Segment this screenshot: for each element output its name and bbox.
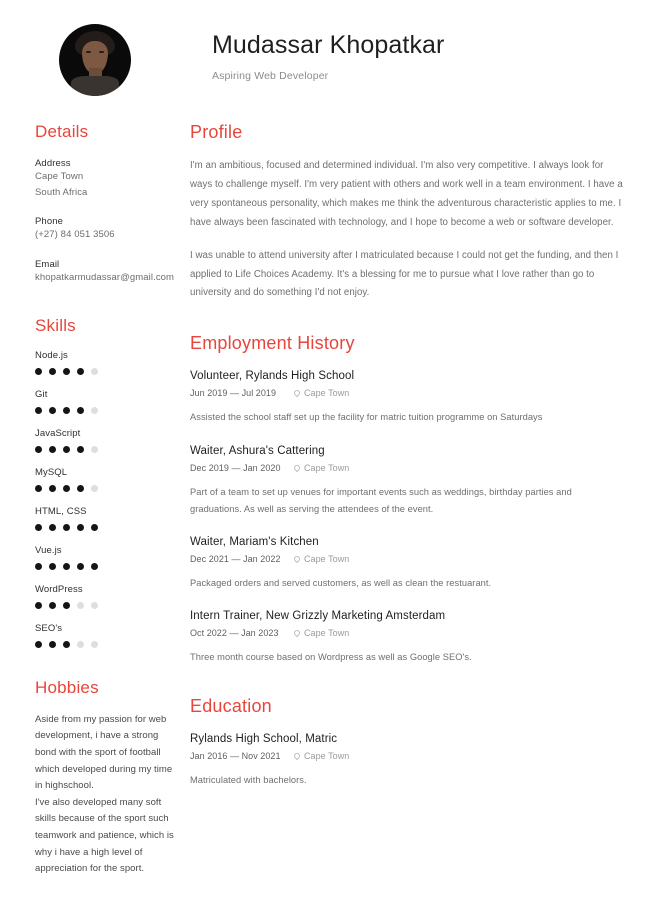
hobbies-heading: Hobbies bbox=[35, 677, 99, 697]
skill-name: Git bbox=[35, 388, 48, 400]
entry-dates: Oct 2022 — Jan 2023 bbox=[190, 628, 279, 639]
skill-rating-dot bbox=[77, 407, 84, 414]
skill-rating bbox=[35, 563, 178, 570]
avatar bbox=[59, 24, 131, 96]
skill-rating-dot bbox=[35, 602, 42, 609]
skill-rating-dot bbox=[35, 407, 42, 414]
skill-rating-dot bbox=[63, 407, 70, 414]
skill-rating-dot bbox=[91, 446, 98, 453]
skill-name: MySQL bbox=[35, 466, 68, 478]
skill-rating-dot bbox=[77, 641, 84, 648]
main-column bbox=[190, 122, 650, 789]
detail-block bbox=[35, 216, 178, 243]
entry-title: Waiter, Mariam's Kitchen bbox=[190, 535, 319, 548]
entry-location-label: Cape Town bbox=[304, 628, 350, 639]
entry-meta bbox=[190, 463, 626, 473]
skill-rating-dot bbox=[63, 524, 70, 531]
skill-name: Vue.js bbox=[35, 544, 62, 556]
skill-rating bbox=[35, 641, 178, 648]
skill-rating bbox=[35, 485, 178, 492]
education-section bbox=[190, 696, 626, 789]
sidebar bbox=[0, 122, 190, 878]
skill-rating-dot bbox=[35, 485, 42, 492]
location-pin-icon bbox=[293, 752, 301, 760]
skill-rating-dot bbox=[77, 485, 84, 492]
skill-rating bbox=[35, 368, 178, 375]
entry-location-label: Cape Town bbox=[304, 751, 350, 762]
avatar-body bbox=[71, 76, 119, 96]
skill-name: Node.js bbox=[35, 349, 68, 361]
skill-rating-dot bbox=[49, 368, 56, 375]
entry-location bbox=[294, 554, 349, 564]
entry-description: Assisted the school staff set up the facility for matric tuition programme on Saturdays bbox=[190, 412, 543, 423]
skill-rating-dot bbox=[35, 641, 42, 648]
education-heading: Education bbox=[190, 696, 272, 717]
skill-name: HTML, CSS bbox=[35, 505, 87, 517]
skill-rating-dot bbox=[91, 563, 98, 570]
entry-title: Waiter, Ashura's Cattering bbox=[190, 444, 325, 457]
skill-rating bbox=[35, 407, 178, 414]
location-pin-icon bbox=[293, 629, 301, 637]
skill-rating-dot bbox=[77, 602, 84, 609]
entry-location-label: Cape Town bbox=[304, 388, 350, 399]
resume-header bbox=[0, 0, 650, 96]
entry-meta bbox=[190, 751, 626, 761]
skill-rating-dot bbox=[49, 602, 56, 609]
profile-heading: Profile bbox=[190, 122, 243, 142]
skill-rating-dot bbox=[63, 641, 70, 648]
skill-item bbox=[35, 584, 178, 609]
skill-rating-dot bbox=[77, 446, 84, 453]
skill-rating-dot bbox=[49, 407, 56, 414]
job-title: Aspiring Web Developer bbox=[212, 69, 329, 82]
location-pin-icon bbox=[293, 389, 301, 397]
skill-rating-dot bbox=[77, 524, 84, 531]
skills-list bbox=[35, 350, 178, 648]
details-list bbox=[35, 158, 178, 286]
detail-block bbox=[35, 158, 178, 200]
location-pin-icon bbox=[293, 555, 301, 563]
entry-dates: Dec 2021 — Jan 2022 bbox=[190, 553, 281, 564]
skill-rating-dot bbox=[77, 368, 84, 375]
profile-section bbox=[190, 122, 626, 303]
skill-rating-dot bbox=[63, 563, 70, 570]
skill-item bbox=[35, 389, 178, 414]
entry-location-label: Cape Town bbox=[304, 553, 350, 564]
avatar-container bbox=[0, 22, 190, 96]
hobbies-text: Aside from my passion for web development, i have a strong bond with the sport of football which developed during my time in highschool. I've also developed many soft skills because of the sport such teamwork and patience, which is why i have a high level of appreciation for the sport. bbox=[35, 713, 174, 875]
entry-dates: Jan 2016 — Nov 2021 bbox=[190, 751, 281, 762]
entry-location bbox=[294, 628, 349, 638]
skill-rating-dot bbox=[63, 602, 70, 609]
skill-rating-dot bbox=[77, 563, 84, 570]
skill-rating bbox=[35, 602, 178, 609]
entry-dates: Dec 2019 — Jan 2020 bbox=[190, 462, 281, 473]
entry-dates: Jun 2019 — Jul 2019 bbox=[190, 388, 277, 399]
location-pin-icon bbox=[293, 463, 301, 471]
entry-location-label: Cape Town bbox=[304, 462, 350, 473]
entry-meta bbox=[190, 628, 626, 638]
detail-block bbox=[35, 259, 178, 286]
entry-meta bbox=[190, 554, 626, 564]
detail-value: Cape Town bbox=[35, 171, 84, 182]
skill-rating-dot bbox=[91, 641, 98, 648]
detail-label: Phone bbox=[35, 216, 63, 228]
employment-heading: Employment History bbox=[190, 333, 355, 354]
entry-description: Three month course based on Wordpress as well as Google SEO's. bbox=[190, 652, 472, 663]
entry-location bbox=[294, 463, 349, 473]
skill-rating-dot bbox=[35, 446, 42, 453]
skill-rating-dot bbox=[63, 368, 70, 375]
history-entry bbox=[190, 610, 626, 666]
skill-rating-dot bbox=[35, 368, 42, 375]
skill-item bbox=[35, 506, 178, 531]
profile-paragraph: I'm an ambitious, focused and determined individual. I'm also very competitive. I always look for ways to challenge myself. I'm very patient with others and work well in a team environment. I have a very spontaneous personality, which makes me think the adventurous characteristic applies to me. I have always been fascinated with technology, and I hope to become a web or software developer. bbox=[190, 160, 623, 228]
skill-rating-dot bbox=[63, 485, 70, 492]
skill-rating-dot bbox=[35, 524, 42, 531]
skill-rating-dot bbox=[49, 485, 56, 492]
skill-rating-dot bbox=[35, 563, 42, 570]
entry-title: Rylands High School, Matric bbox=[190, 733, 338, 746]
skill-item bbox=[35, 350, 178, 375]
skill-item bbox=[35, 467, 178, 492]
entry-title: Intern Trainer, New Grizzly Marketing Amsterdam bbox=[190, 610, 446, 623]
skill-rating-dot bbox=[49, 641, 56, 648]
skill-rating-dot bbox=[91, 407, 98, 414]
detail-label: Address bbox=[35, 158, 71, 169]
skill-name: JavaScript bbox=[35, 427, 81, 439]
employment-entries bbox=[190, 370, 626, 666]
skills-heading: Skills bbox=[35, 315, 76, 335]
skill-rating-dot bbox=[91, 524, 98, 531]
page-title: Mudassar Khopatkar bbox=[212, 31, 445, 59]
entry-location bbox=[294, 388, 349, 398]
history-entry bbox=[190, 445, 626, 518]
skill-rating-dot bbox=[63, 446, 70, 453]
entry-title: Volunteer, Rylands High School bbox=[190, 370, 355, 383]
skill-rating-dot bbox=[49, 524, 56, 531]
employment-section bbox=[190, 333, 626, 666]
entry-location bbox=[294, 751, 349, 761]
avatar-eye-right bbox=[99, 51, 104, 53]
skill-rating-dot bbox=[91, 368, 98, 375]
resume-body bbox=[0, 122, 650, 878]
skill-rating-dot bbox=[49, 446, 56, 453]
details-section bbox=[35, 122, 178, 286]
profile-paragraph: I was unable to attend university after I matriculated because I could not get the funding, and then I applied to Life Choices Academy. It's a blessing for me to pursue what I love rather than go to university and do something I'd not enjoy. bbox=[190, 249, 619, 299]
entry-description: Part of a team to set up venues for important events such as weddings, birthday parties and graduations. As well as serving the attendees of the event. bbox=[190, 486, 572, 514]
history-entry bbox=[190, 370, 626, 426]
detail-value: khopatkarmudassar@gmail.com bbox=[35, 272, 175, 284]
skill-item bbox=[35, 545, 178, 570]
skills-section bbox=[35, 316, 178, 648]
hobbies-section bbox=[35, 678, 178, 878]
skill-rating bbox=[35, 524, 178, 531]
skill-item bbox=[35, 428, 178, 453]
entry-description: Matriculated with bachelors. bbox=[190, 775, 307, 786]
entry-description: Packaged orders and served customers, as well as clean the restuarant. bbox=[190, 577, 492, 588]
header-text bbox=[190, 22, 444, 82]
entry-meta bbox=[190, 388, 626, 398]
detail-label: Email bbox=[35, 259, 60, 271]
profile-paragraphs bbox=[190, 157, 626, 303]
skill-name: SEO's bbox=[35, 622, 63, 634]
detail-value: (+27) 84 051 3506 bbox=[35, 229, 115, 241]
details-heading: Details bbox=[35, 122, 89, 141]
skill-rating-dot bbox=[91, 485, 98, 492]
history-entry bbox=[190, 733, 626, 789]
skill-rating-dot bbox=[91, 602, 98, 609]
skill-item bbox=[35, 623, 178, 648]
detail-value: South Africa bbox=[35, 186, 88, 198]
skill-name: WordPress bbox=[35, 583, 83, 595]
education-entries bbox=[190, 733, 626, 789]
history-entry bbox=[190, 536, 626, 592]
avatar-eye-left bbox=[86, 51, 91, 53]
skill-rating bbox=[35, 446, 178, 453]
skill-rating-dot bbox=[49, 563, 56, 570]
